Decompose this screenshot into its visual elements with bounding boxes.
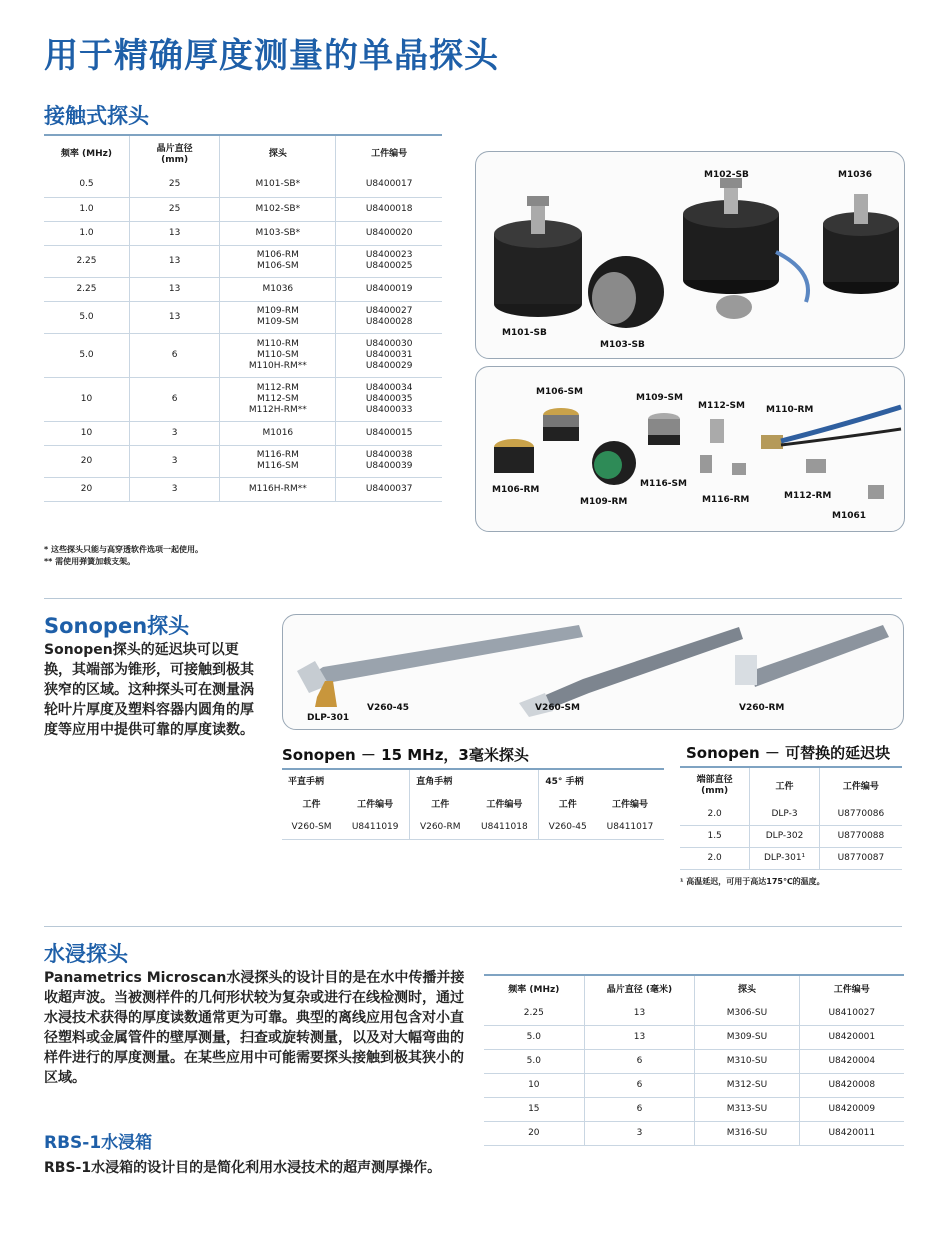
diameter-cell: 13 [129, 221, 219, 245]
immersion-description: Panametrics Microscan水浸探头的设计目的是在水中传播并接收超声波。当被测样件的几何形状较为复杂或进行在线检测时，通过水浸技术获得的厚度读数通常更为可靠。典型的离线应用包含对小直径塑料或金属管件的壁厚测量，扫查或旋转测量，以及对大幅弯曲的样件进行的厚度测量。在某些应用中可能需要探头接触到极其狭小的区域。 [44, 970, 465, 1086]
table-row [680, 825, 902, 847]
part-number-cell: U8400037 [336, 477, 442, 501]
label-m106-sm: M106-SM [536, 387, 583, 397]
table-row [484, 1001, 904, 1025]
delay-line-title: Sonopen － 可替换的延迟块 [686, 744, 891, 762]
table-row [484, 1097, 904, 1121]
table-row [484, 1025, 904, 1049]
immersion-heading: 水浸探头 [44, 942, 128, 966]
probe-cell: M109-RM M109-SM [220, 301, 336, 333]
tip-diameter-cell: 2.0 [680, 847, 750, 869]
col-part: 工件 [750, 767, 820, 803]
diameter-cell: 3 [129, 477, 219, 501]
immersion-probe-table [484, 974, 904, 1146]
contact-probe-photo-large [475, 151, 905, 359]
table-row [44, 477, 442, 501]
sonopen-probe-table-title: Sonopen － 15 MHz，3毫米探头 [282, 746, 529, 764]
probe-cell: M116H-RM** [220, 477, 336, 501]
label-m112-rm: M112-RM [784, 491, 832, 501]
label-m116-sm: M116-SM [640, 479, 687, 489]
table-row [44, 197, 442, 221]
probe-cell: M310-SU [695, 1049, 799, 1073]
section-divider [44, 598, 902, 599]
contact-heading: 接触式探头 [44, 104, 149, 128]
sonopen-photo [282, 614, 904, 730]
table-row [44, 377, 442, 421]
diameter-cell: 13 [129, 277, 219, 301]
table-cell: V260-SM [282, 815, 341, 839]
diameter-cell: 13 [584, 1025, 695, 1049]
diameter-cell: 25 [129, 173, 219, 197]
table-row [44, 221, 442, 245]
frequency-cell: 10 [44, 377, 129, 421]
probe-cell: M110-RM M110-SM M110H-RM** [220, 333, 336, 377]
col-part-number: 工件编号 [819, 767, 902, 803]
tip-diameter-cell: 1.5 [680, 825, 750, 847]
frequency-cell: 2.25 [484, 1001, 584, 1025]
label-m112-sm: M112-SM [698, 401, 745, 411]
probe-cell: M306-SU [695, 1001, 799, 1025]
part-number-cell: U8770087 [819, 847, 902, 869]
probe-cell: M313-SU [695, 1097, 799, 1121]
footnote-high-penetration: * 这些探头只能与高穿透软件选项一起使用。 [44, 545, 203, 554]
probe-cell: M1036 [220, 277, 336, 301]
probe-cell: M316-SU [695, 1121, 799, 1145]
probe-cell: M309-SU [695, 1025, 799, 1049]
probe-cell: M103-SB* [220, 221, 336, 245]
diameter-cell: 3 [584, 1121, 695, 1145]
table-row [680, 847, 902, 869]
table-row [44, 301, 442, 333]
diameter-cell: 13 [129, 245, 219, 277]
frequency-cell: 5.0 [484, 1049, 584, 1073]
part-cell: DLP-3 [750, 803, 820, 825]
probe-cell: M102-SB* [220, 197, 336, 221]
sonopen-description: Sonopen探头的延迟块可以更换，其端部为锥形，可接触到极其狭窄的区域。这种探头可在测量涡轮叶片厚度及塑料容器内圆角的厚度等应用中提供可靠的厚度读数。 [44, 642, 254, 738]
contact-probe-table [44, 134, 442, 502]
part-number-cell: U8420001 [799, 1025, 904, 1049]
sonopen-heading: Sonopen探头 [44, 614, 190, 638]
rbs-heading: RBS-1水浸箱 [44, 1133, 153, 1153]
table-row [44, 277, 442, 301]
label-v260-sm: V260-SM [535, 703, 580, 713]
table-cell: U8411018 [470, 815, 539, 839]
diameter-cell: 13 [129, 301, 219, 333]
label-v260-rm: V260-RM [739, 703, 785, 713]
col-part-number: 工件编号 [336, 135, 442, 173]
probe-cell: M112-RM M112-SM M112H-RM** [220, 377, 336, 421]
delay-line-table [680, 766, 902, 870]
diameter-cell: 6 [584, 1049, 695, 1073]
col-probe: 探头 [220, 135, 336, 173]
part-cell: DLP-301¹ [750, 847, 820, 869]
label-m109-sm: M109-SM [636, 393, 683, 403]
section-divider [44, 926, 902, 927]
part-number-cell: U8400017 [336, 173, 442, 197]
tip-diameter-cell: 2.0 [680, 803, 750, 825]
label-m109-rm: M109-RM [580, 497, 628, 507]
rbs-description: RBS-1水浸箱的设计目的是简化利用水浸技术的超声测厚操作。 [44, 1160, 442, 1176]
label-m1036: M1036 [838, 170, 873, 180]
table-row [44, 421, 442, 445]
probe-cell: M312-SU [695, 1073, 799, 1097]
table-row [44, 173, 442, 197]
part-number-cell: U8770088 [819, 825, 902, 847]
table-row [484, 1073, 904, 1097]
frequency-cell: 10 [44, 421, 129, 445]
table-cell: V260-RM [410, 815, 471, 839]
frequency-cell: 20 [484, 1121, 584, 1145]
frequency-cell: 5.0 [44, 301, 129, 333]
part-number-cell: U8400015 [336, 421, 442, 445]
frequency-cell: 1.0 [44, 197, 129, 221]
part-number-cell: U8400020 [336, 221, 442, 245]
diameter-cell: 3 [129, 421, 219, 445]
subheader: 工件 [410, 791, 471, 815]
page-title: 用于精确厚度测量的单晶探头 [44, 36, 499, 76]
subheader: 工件编号 [486, 799, 523, 810]
group-straight-handle: 平直手柄 [288, 777, 325, 787]
table-row [44, 445, 442, 477]
part-number-cell: U8770086 [819, 803, 902, 825]
frequency-cell: 15 [484, 1097, 584, 1121]
subheader: 工件 [302, 799, 321, 810]
group-right-angle-handle: 直角手柄 [410, 769, 539, 791]
part-number-cell: U8400019 [336, 277, 442, 301]
probe-cell: M101-SB* [220, 173, 336, 197]
label-m1061: M1061 [832, 511, 867, 521]
part-number-cell: U8420009 [799, 1097, 904, 1121]
label-m101-sb: M101-SB [502, 328, 547, 338]
col-diameter: 晶片直径 (毫米) [584, 975, 695, 1001]
diameter-cell: 6 [584, 1073, 695, 1097]
table-row [484, 1121, 904, 1145]
col-frequency: 频率 (MHz) [508, 985, 560, 995]
diameter-cell: 13 [584, 1001, 695, 1025]
frequency-cell: 0.5 [44, 173, 129, 197]
subheader: 工件 [539, 791, 596, 815]
frequency-cell: 5.0 [484, 1025, 584, 1049]
table-row [44, 245, 442, 277]
table-row [484, 1049, 904, 1073]
label-m106-rm: M106-RM [492, 485, 540, 495]
part-number-cell: U8420008 [799, 1073, 904, 1097]
table-row [44, 333, 442, 377]
col-tip-diameter: 端部直径 (mm) [696, 774, 733, 796]
frequency-cell: 20 [44, 477, 129, 501]
diameter-cell: 6 [129, 333, 219, 377]
diameter-cell: 6 [584, 1097, 695, 1121]
table-cell: U8411017 [596, 815, 664, 839]
label-m110-rm: M110-RM [766, 405, 814, 415]
part-number-cell: U8400018 [336, 197, 442, 221]
part-number-cell: U8420004 [799, 1049, 904, 1073]
subheader: 工件编号 [611, 799, 648, 810]
diameter-cell: 6 [129, 377, 219, 421]
contact-probe-photo-small [475, 366, 905, 532]
diameter-cell: 3 [129, 445, 219, 477]
part-number-cell: U8400038 U8400039 [336, 445, 442, 477]
col-probe: 探头 [695, 975, 799, 1001]
label-v260-45: V260-45 [367, 703, 410, 713]
probe-cell: M1016 [220, 421, 336, 445]
label-m102-sb: M102-SB [704, 170, 749, 180]
frequency-cell: 10 [484, 1073, 584, 1097]
table-cell: U8411019 [341, 815, 410, 839]
part-number-cell: U8420011 [799, 1121, 904, 1145]
probe-cell: M106-RM M106-SM [220, 245, 336, 277]
label-m103-sb: M103-SB [600, 340, 645, 350]
frequency-cell: 20 [44, 445, 129, 477]
part-cell: DLP-302 [750, 825, 820, 847]
probe-cell: M116-RM M116-SM [220, 445, 336, 477]
part-number-cell: U8400023 U8400025 [336, 245, 442, 277]
part-number-cell: U8410027 [799, 1001, 904, 1025]
col-part-number: 工件编号 [799, 975, 904, 1001]
frequency-cell: 5.0 [44, 333, 129, 377]
diameter-cell: 25 [129, 197, 219, 221]
frequency-cell: 1.0 [44, 221, 129, 245]
label-m116-rm: M116-RM [702, 495, 750, 505]
table-cell: V260-45 [539, 815, 596, 839]
group-45-handle: 45° 手柄 [539, 769, 664, 791]
frequency-cell: 2.25 [44, 245, 129, 277]
table-row [680, 803, 902, 825]
sonopen-probe-table [282, 768, 664, 840]
subheader: 工件编号 [357, 799, 394, 810]
part-number-cell: U8400027 U8400028 [336, 301, 442, 333]
part-number-cell: U8400030 U8400031 U8400029 [336, 333, 442, 377]
footnote-spring-holder: ** 需使用弹簧加载支架。 [44, 557, 136, 566]
label-dlp-301: DLP-301 [307, 713, 350, 723]
frequency-cell: 2.25 [44, 277, 129, 301]
col-diameter: 晶片直径 (mm) [129, 135, 219, 173]
delay-footnote: ¹ 高温延迟，可用于高达175℃的温度。 [680, 877, 825, 886]
col-frequency: 频率 (MHz) [60, 149, 113, 159]
part-number-cell: U8400034 U8400035 U8400033 [336, 377, 442, 421]
